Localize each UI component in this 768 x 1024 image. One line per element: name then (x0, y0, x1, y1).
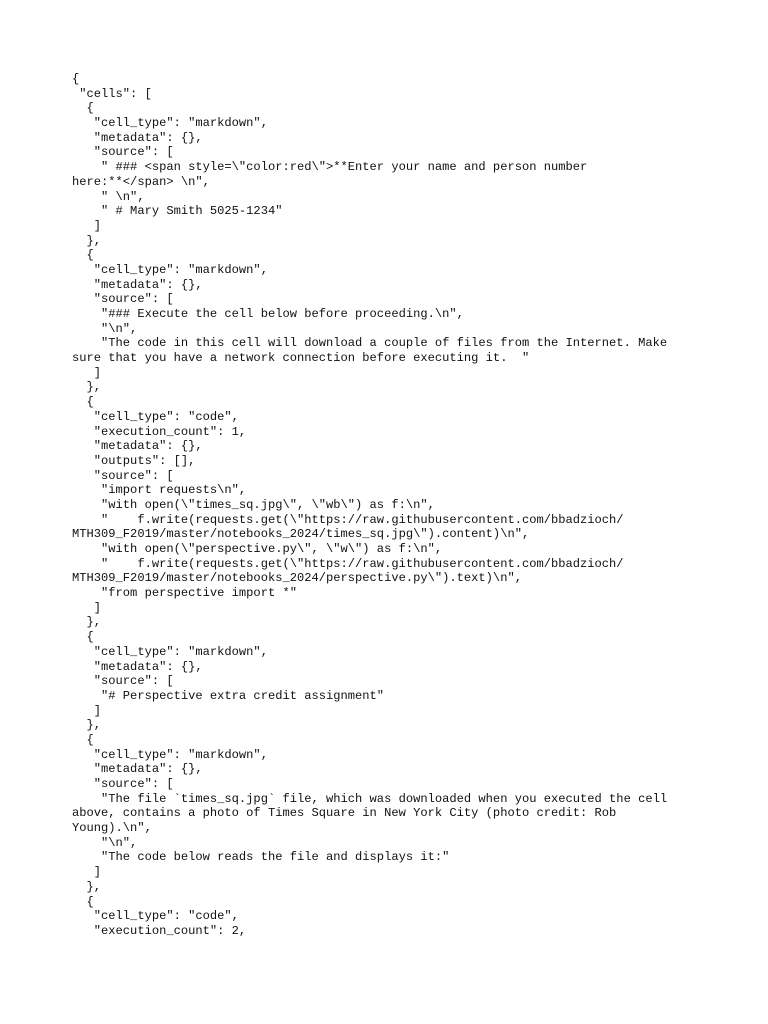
text-line: }, (72, 718, 102, 733)
text-line: "metadata": {}, (72, 659, 203, 674)
text-line: " \n", (72, 189, 145, 204)
text-line: }, (72, 615, 102, 630)
text-line: "### Execute the cell below before proceeding.\n", (72, 307, 464, 321)
text-line: { (72, 630, 94, 645)
text-line: { (72, 248, 94, 263)
text-line: "source": [ (72, 468, 174, 483)
text-line: "The code below reads the file and displays it:" (72, 850, 450, 865)
text-line: "metadata": {}, (72, 439, 203, 454)
text-line: "execution_count": 1, (72, 424, 247, 439)
text-line: " f.write(requests.get(\"https://raw.githubusercontent.com/bbadzioch/ (72, 556, 624, 571)
text-line: { (72, 101, 94, 116)
text-line: ] (72, 218, 102, 233)
text-line: { (72, 732, 94, 747)
text-line: ] (72, 365, 102, 380)
text-line: "with open(\"perspective.py\", \"w\") as f:\n", (72, 542, 443, 556)
text-line: "\n", (72, 321, 138, 336)
text-line: " f.write(requests.get(\"https://raw.githubusercontent.com/bbadzioch/ (72, 512, 624, 527)
text-line: "source": [ (72, 674, 174, 689)
text-line: ] (72, 865, 102, 880)
text-line: " ### <span style=\"color:red\">**Enter your name and person number (72, 160, 588, 175)
text-line: { (72, 395, 94, 410)
text-line: "from perspective import *" (72, 586, 297, 601)
text-line: "cell_type": "code", (72, 909, 239, 924)
text-line: }, (72, 380, 102, 395)
text-line: { (72, 894, 94, 909)
text-line: "metadata": {}, (72, 130, 203, 145)
text-line: }, (72, 233, 102, 248)
notebook-json-text (72, 72, 702, 939)
text-line: above, contains a photo of Times Square in New York City (photo credit: Rob (72, 806, 617, 821)
text-line: "source": [ (72, 145, 174, 160)
text-line: "source": [ (72, 292, 174, 307)
text-line: ] (72, 703, 102, 718)
text-line: sure that you have a network connection before executing it. " (72, 351, 530, 366)
text-line: "# Perspective extra credit assignment" (72, 688, 385, 703)
text-line: "execution_count": 2, (72, 923, 247, 938)
text-line: ] (72, 600, 102, 615)
text-line: "The file `times_sq.jpg` file, which was downloaded when you executed the cell (72, 791, 668, 806)
text-line: MTH309_F2019/master/notebooks_2024/times_sq.jpg\").content)\n", (72, 527, 530, 542)
text-line: " # Mary Smith 5025-1234" (72, 204, 283, 219)
text-line: Young).\n", (72, 821, 152, 836)
text-line: "outputs": [], (72, 453, 196, 468)
text-line: "metadata": {}, (72, 277, 203, 292)
text-line: "source": [ (72, 777, 174, 791)
text-line: "The code in this cell will download a couple of files from the Internet. Make (72, 336, 668, 351)
text-line: "cells": [ (72, 86, 152, 101)
text-line: "metadata": {}, (72, 762, 203, 777)
text-line: "cell_type": "markdown", (72, 116, 268, 131)
text-line: "import requests\n", (72, 483, 247, 498)
text-line: "cell_type": "markdown", (72, 747, 268, 762)
text-line: "\n", (72, 835, 138, 850)
text-line: MTH309_F2019/master/notebooks_2024/perspective.py\").text)\n", (72, 571, 522, 586)
text-line: here:**</span> \n", (72, 174, 210, 189)
text-line: "cell_type": "code", (72, 409, 239, 424)
text-line: }, (72, 879, 102, 894)
text-line: "with open(\"times_sq.jpg\", \"wb\") as f:\n", (72, 497, 435, 512)
text-line: "cell_type": "markdown", (72, 644, 268, 659)
text-line: "cell_type": "markdown", (72, 262, 268, 277)
text-line: { (72, 72, 80, 86)
